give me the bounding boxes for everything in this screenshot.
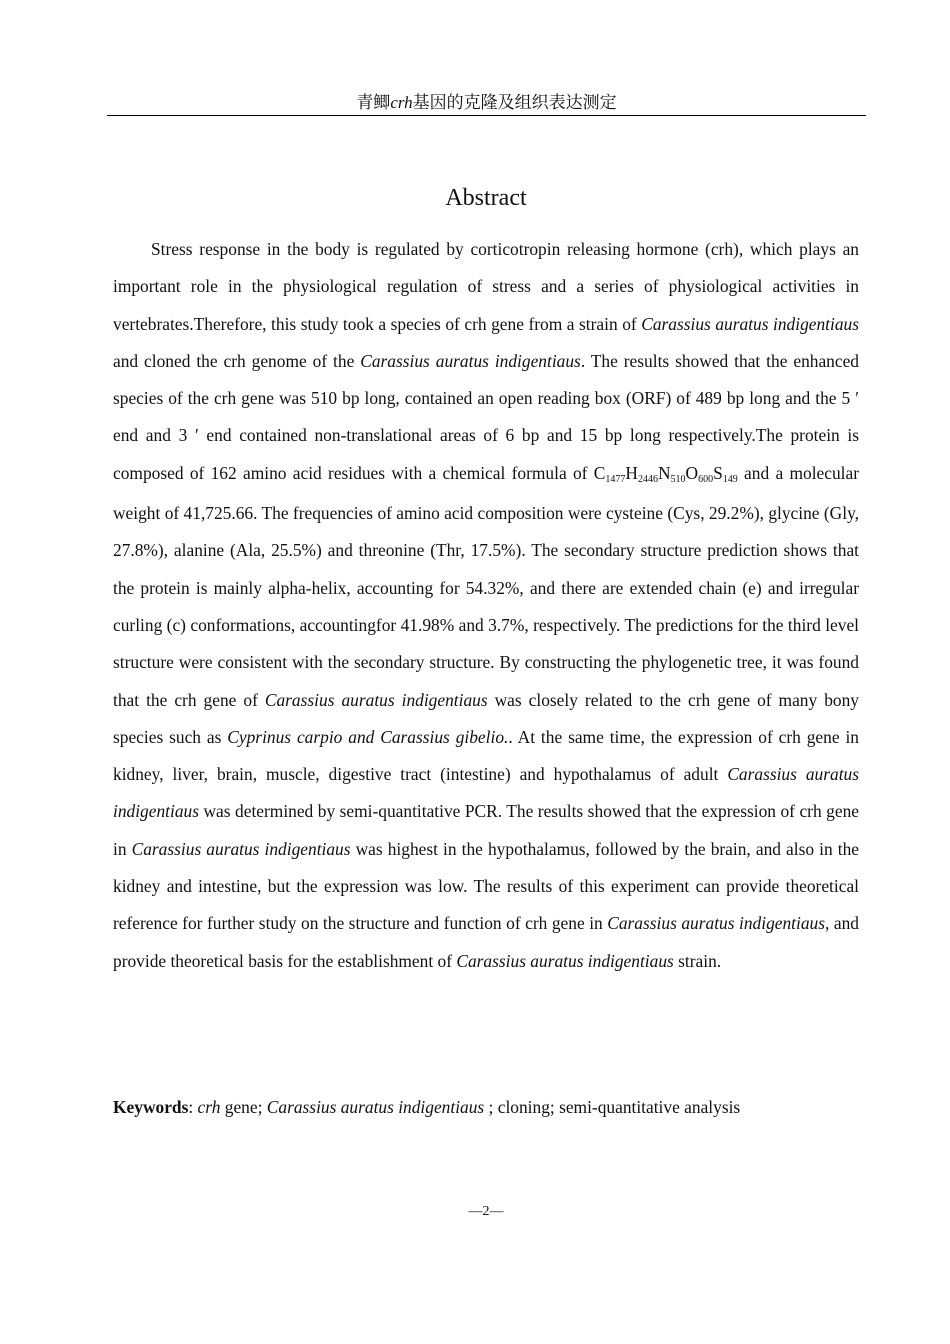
page-number: —2— [468, 1204, 504, 1219]
abstract-text: strain. [673, 950, 722, 971]
species-name: Carassius auratus indigentiaus [264, 689, 488, 710]
keywords-line: Keywords: crh gene; Carassius auratus indigentiaus ; cloning; semi-quantitative analysis [113, 1097, 741, 1117]
keywords-rest: ; cloning; semi-quantitative analysis [484, 1097, 741, 1117]
keywords-label: Keywords [113, 1097, 189, 1117]
abstract-paragraph [113, 231, 859, 980]
species-name: Carassius auratus indigentiaus [113, 764, 859, 822]
keyword-species: Carassius auratus indigentiaus [266, 1097, 485, 1117]
species-name: Carassius auratus indigentiaus [131, 838, 351, 859]
header-gene: crh [390, 93, 413, 112]
abstract-text: Stress response in the body is regulated by corticotropin releasing hormone (crh), which plays an important role in the physiological regulation of stress and a series of physiological activities in vertebrates.Therefore, this study took a species of crh gene from a strain of [113, 239, 859, 334]
abstract-text: , and provide theoretical basis for the establishment of [113, 913, 859, 971]
abstract-text: . The results showed that the enhanced species of the crh gene was 510 bp long, contained an open reading box (ORF) of 489 bp long and the 5 ′ end and 3 ′ end contained non-translational areas of 6 bp and 15 bp long respectively.The protein is composed of 162 amino acid residues with a chemical formula of [113, 350, 860, 483]
abstract-text: and cloned the crh genome of the [113, 350, 361, 371]
running-header [107, 93, 866, 116]
species-name: Carassius auratus indigentiaus [607, 913, 826, 934]
section-title: Abstract [445, 185, 527, 211]
header-prefix: 青鲫 [356, 93, 391, 112]
abstract-text: . At the same time, the expression of crh gene in kidney, liver, brain, muscle, digestive tract (intestine) and hypothalamus of adult [113, 726, 859, 785]
species-name: Cyprinus carpio and Carassius gibelio. [227, 726, 509, 747]
abstract-text: was closely related to the crh gene of many bony species such as [113, 689, 859, 747]
species-name: Carassius auratus indigentiaus [360, 350, 581, 371]
species-name: Carassius auratus indigentiaus [456, 950, 674, 971]
abstract-text: was highest in the hypothalamus, followed by the brain, and also in the kidney and intestine, but the expression was low. The results of this experiment can provide theoretical reference for further study on the structure and function of crh gene in [113, 838, 860, 934]
keyword-crh: crh [197, 1097, 221, 1117]
header-suffix: 基因的克隆及组织表达测定 [412, 93, 617, 112]
abstract-body [113, 231, 859, 980]
species-name: Carassius auratus indigentiaus [641, 313, 859, 334]
abstract-text: was determined by semi-quantitative PCR. The results showed that the expression of crh gene in [113, 801, 859, 859]
abstract-text: and a molecular weight of 41,725.66. The frequencies of amino acid composition were cysteine (Cys, 29.2%), glycine (Gly, 27.8%), alanine (Ala, 25.5%) and threonine (Thr, 17.5%). The secondary structure prediction shows that the protein is mainly alpha-helix, accounting for 54.32%, and there are extended chain (e) and irregular curling (c) conformations, accountingfor 41.98% and 3.7%, respectively. The predictions for the third level structure were consistent with the secondary structure. By constructing the phylogenetic tree, it was found that the crh gene of [113, 462, 859, 710]
chemical-formula: $C_{1477}H_{2446}N_{510}O_{600}S_{149}$ [593, 462, 738, 485]
